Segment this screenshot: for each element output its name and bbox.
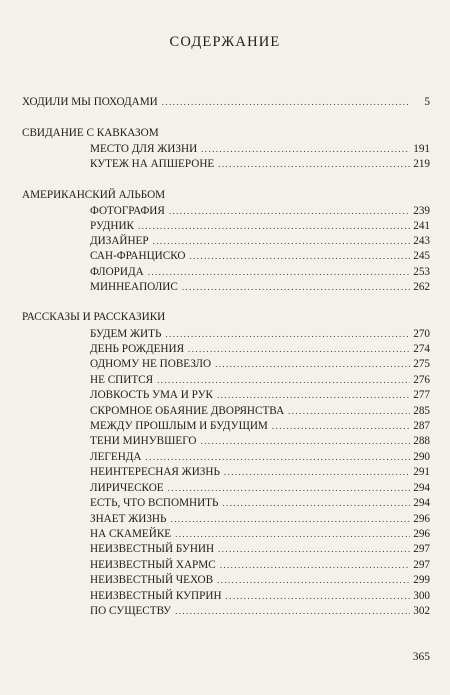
toc-entry-page: 219: [413, 158, 430, 170]
toc-entry-label: ЗНАЕТ ЖИЗНЬ: [90, 513, 167, 525]
toc-entry-label: ЛОВКОСТЬ УМА И РУК: [90, 389, 213, 401]
toc-entry: [90, 249, 430, 263]
toc-entry: [90, 589, 430, 603]
dot-leader: [215, 357, 410, 371]
toc-entry-page: 5: [424, 96, 430, 108]
dot-leader: [201, 434, 411, 448]
toc-entry: [90, 496, 430, 510]
toc-entry: [90, 219, 430, 233]
toc-entry-top: [22, 95, 430, 109]
toc-entry-label: ДИЗАЙНЕР: [90, 235, 149, 247]
toc-entry-label: МИННЕАПОЛИС: [90, 281, 178, 293]
toc-entry-label: НА СКАМЕЙКЕ: [90, 528, 172, 540]
toc-entry: [90, 604, 430, 618]
toc-entry-label: НЕ СПИТСЯ: [90, 374, 154, 386]
toc-entry-page: 300: [413, 590, 430, 602]
toc-entry: [90, 204, 430, 218]
toc-entry: [90, 234, 430, 248]
toc-entry-label: РУДНИК: [90, 220, 134, 232]
toc-entry-page: 287: [413, 420, 430, 432]
toc-entry-page: 270: [413, 328, 430, 340]
dot-leader: [169, 204, 410, 218]
section-heading: РАССКАЗЫ И РАССКАЗИКИ: [22, 311, 166, 323]
dot-leader: [217, 388, 410, 402]
toc-entry: [90, 142, 430, 156]
dot-leader: [226, 589, 410, 603]
dot-leader: [170, 512, 410, 526]
toc-entry-page: 239: [413, 205, 430, 217]
toc-entry-page: 253: [413, 266, 430, 278]
dot-leader: [153, 234, 410, 248]
toc-entry: [90, 404, 430, 418]
toc-entry-label: ФЛОРИДА: [90, 266, 144, 278]
toc-entry-page: 296: [413, 528, 430, 540]
toc-entry: [90, 558, 430, 572]
toc-entry: [90, 450, 430, 464]
toc-entry-page: 191: [413, 143, 430, 155]
toc-entry-label: НЕИЗВЕСТНЫЙ БУНИН: [90, 543, 215, 555]
dot-leader: [138, 219, 410, 233]
dot-leader: [188, 342, 410, 356]
toc-entry-page: 285: [413, 405, 430, 417]
dot-leader: [182, 280, 410, 294]
toc-entry: [90, 373, 430, 387]
page-title: СОДЕРЖАНИЕ: [169, 34, 281, 50]
section-heading: СВИДАНИЕ С КАВКАЗОМ: [22, 127, 159, 139]
toc-entry-label: ЕСТЬ, ЧТО ВСПОМНИТЬ: [90, 497, 219, 509]
toc-entry-page: 302: [413, 605, 430, 617]
dot-leader: [168, 481, 410, 495]
dot-leader: [218, 542, 410, 556]
toc-entry-page: 297: [413, 559, 430, 571]
dot-leader: [272, 419, 410, 433]
toc-entry-label: НЕИЗВЕСТНЫЙ ЧЕХОВ: [90, 574, 214, 586]
dot-leader: [162, 95, 410, 109]
toc-entry-page: 274: [413, 343, 430, 355]
toc-entry: [90, 512, 430, 526]
dot-leader: [218, 157, 410, 171]
dot-leader: [201, 142, 410, 156]
toc-entry-label: НЕИЗВЕСТНЫЙ КУПРИН: [90, 590, 222, 602]
toc-entry: [90, 342, 430, 356]
toc-entry: [90, 434, 430, 448]
dot-leader: [217, 573, 410, 587]
toc-entry-label: БУДЕМ ЖИТЬ: [90, 328, 162, 340]
dot-leader: [175, 527, 410, 541]
toc-entry: [90, 388, 430, 402]
section-heading: АМЕРИКАНСКИЙ АЛЬБОМ: [22, 189, 166, 201]
toc-entry: [90, 419, 430, 433]
toc-entry: [90, 465, 430, 479]
page-number: 365: [412, 651, 430, 663]
dot-leader: [157, 373, 410, 387]
dot-leader: [220, 558, 410, 572]
dot-leader: [148, 265, 410, 279]
toc-entry-label: САН-ФРАНЦИСКО: [90, 250, 186, 262]
toc-entry-label: ЛЕГЕНДА: [90, 451, 142, 463]
toc-entry-label: ТЕНИ МИНУВШЕГО: [90, 435, 197, 447]
toc-entry-page: 296: [413, 513, 430, 525]
toc-entry: [90, 327, 430, 341]
toc-entry-label: НЕИНТЕРЕСНАЯ ЖИЗНЬ: [90, 466, 220, 478]
toc-entry-label: ХОДИЛИ МЫ ПОХОДАМИ: [22, 96, 158, 108]
toc-entry-label: ДЕНЬ РОЖДЕНИЯ: [90, 343, 185, 355]
toc-entry: [90, 157, 430, 171]
dot-leader: [165, 327, 410, 341]
toc-entry-page: 245: [413, 250, 430, 262]
toc-entry-label: КУТЕЖ НА АПШЕРОНЕ: [90, 158, 215, 170]
toc-entry-label: МЕСТО ДЛЯ ЖИЗНИ: [90, 143, 198, 155]
toc-entry-page: 290: [413, 451, 430, 463]
toc-entry-page: 288: [413, 435, 430, 447]
dot-leader: [224, 465, 410, 479]
toc-entry-page: 243: [413, 235, 430, 247]
toc-entry-label: ПО СУЩЕСТВУ: [90, 605, 172, 617]
toc-entry-page: 275: [413, 358, 430, 370]
toc-entry-label: ОДНОМУ НЕ ПОВЕЗЛО: [90, 358, 212, 370]
toc-entry: [90, 265, 430, 279]
dot-leader: [175, 604, 410, 618]
toc-entry: [90, 481, 430, 495]
toc-entry: [90, 280, 430, 294]
toc-entry-page: 276: [413, 374, 430, 386]
toc-entry-page: 299: [413, 574, 430, 586]
toc-entry-page: 297: [413, 543, 430, 555]
toc-entry-label: ЛИРИЧЕСКОЕ: [90, 482, 164, 494]
toc-entry-page: 294: [413, 482, 430, 494]
toc-entry-label: СКРОМНОЕ ОБАЯНИЕ ДВОРЯНСТВА: [90, 405, 285, 417]
toc-entry-label: НЕИЗВЕСТНЫЙ ХАРМС: [90, 559, 216, 571]
toc-entry-page: 291: [413, 466, 430, 478]
dot-leader: [189, 249, 410, 263]
toc-entry: [90, 573, 430, 587]
toc-entry-page: 277: [413, 389, 430, 401]
dot-leader: [288, 404, 410, 418]
toc-entry-page: 294: [413, 497, 430, 509]
toc-entry-label: ФОТОГРАФИЯ: [90, 205, 165, 217]
toc-entry: [90, 542, 430, 556]
toc-entry: [90, 357, 430, 371]
toc-entry: [90, 527, 430, 541]
toc-entry-page: 262: [413, 281, 430, 293]
toc-entry-label: МЕЖДУ ПРОШЛЫМ И БУДУЩИМ: [90, 420, 268, 432]
toc-entry-page: 241: [413, 220, 430, 232]
dot-leader: [146, 450, 410, 464]
dot-leader: [222, 496, 410, 510]
